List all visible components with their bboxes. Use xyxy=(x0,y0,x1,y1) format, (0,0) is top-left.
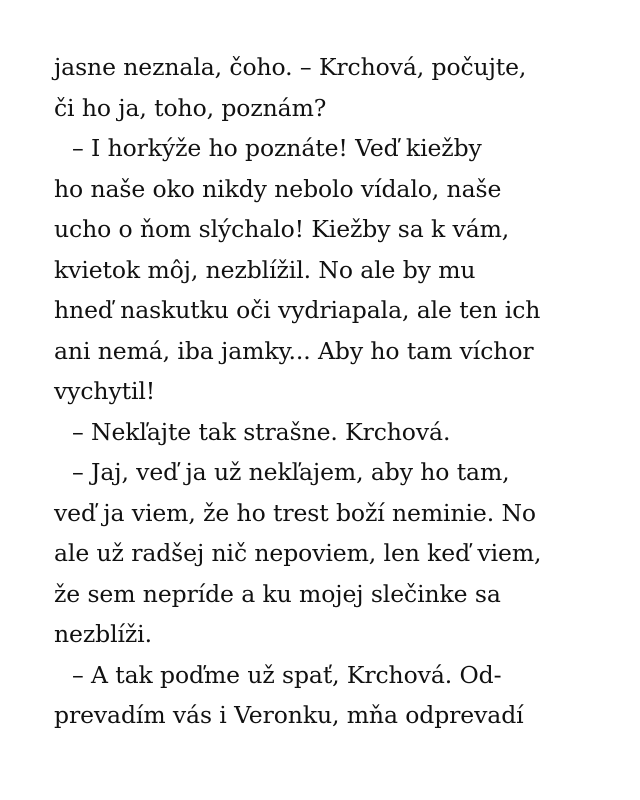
text-line-12: veď ja viem, že ho trest boží neminie. No xyxy=(54,498,536,527)
text-line-15: nezblíži. xyxy=(54,620,152,648)
text-line-16: – A tak poďme už spať, Krchová. Od- xyxy=(72,660,502,689)
text-line-13: ale už radšej nič nepoviem, len keď viem, xyxy=(54,539,542,567)
text-line-4: ho naše oko nikdy nebolo vídalo, naše xyxy=(54,174,502,203)
text-line-2: či ho ja, toho, poznám? xyxy=(54,93,327,122)
text-line-8: ani nemá, iba jamky... Aby ho tam víchor xyxy=(54,336,534,365)
text-line-10: – Nekľajte tak strašne. Krchová. xyxy=(72,417,451,446)
text-line-5: ucho o ňom slýchalo! Kiežby sa k vám, xyxy=(54,215,510,243)
text-line-17: prevadím vás i Veronku, mňa odprevadí xyxy=(54,701,524,729)
page-text xyxy=(54,47,600,736)
text-line-9: vychytil! xyxy=(54,377,156,405)
text-line-3: – I horkýže ho poznáte! Veď kiežby xyxy=(72,134,482,162)
text-line-6: kvietok môj, nezblížil. No ale by mu xyxy=(54,255,476,284)
text-line-1: jasne neznala, čoho. – Krchová, počujte, xyxy=(54,53,527,81)
text-line-11: – Jaj, veď ja už nekľajem, aby ho tam, xyxy=(72,458,510,486)
text-line-14: že sem nepríde a ku mojej slečinke sa xyxy=(54,579,501,608)
text-line-7: hneď naskutku oči vydriapala, ale ten ich xyxy=(54,296,541,324)
